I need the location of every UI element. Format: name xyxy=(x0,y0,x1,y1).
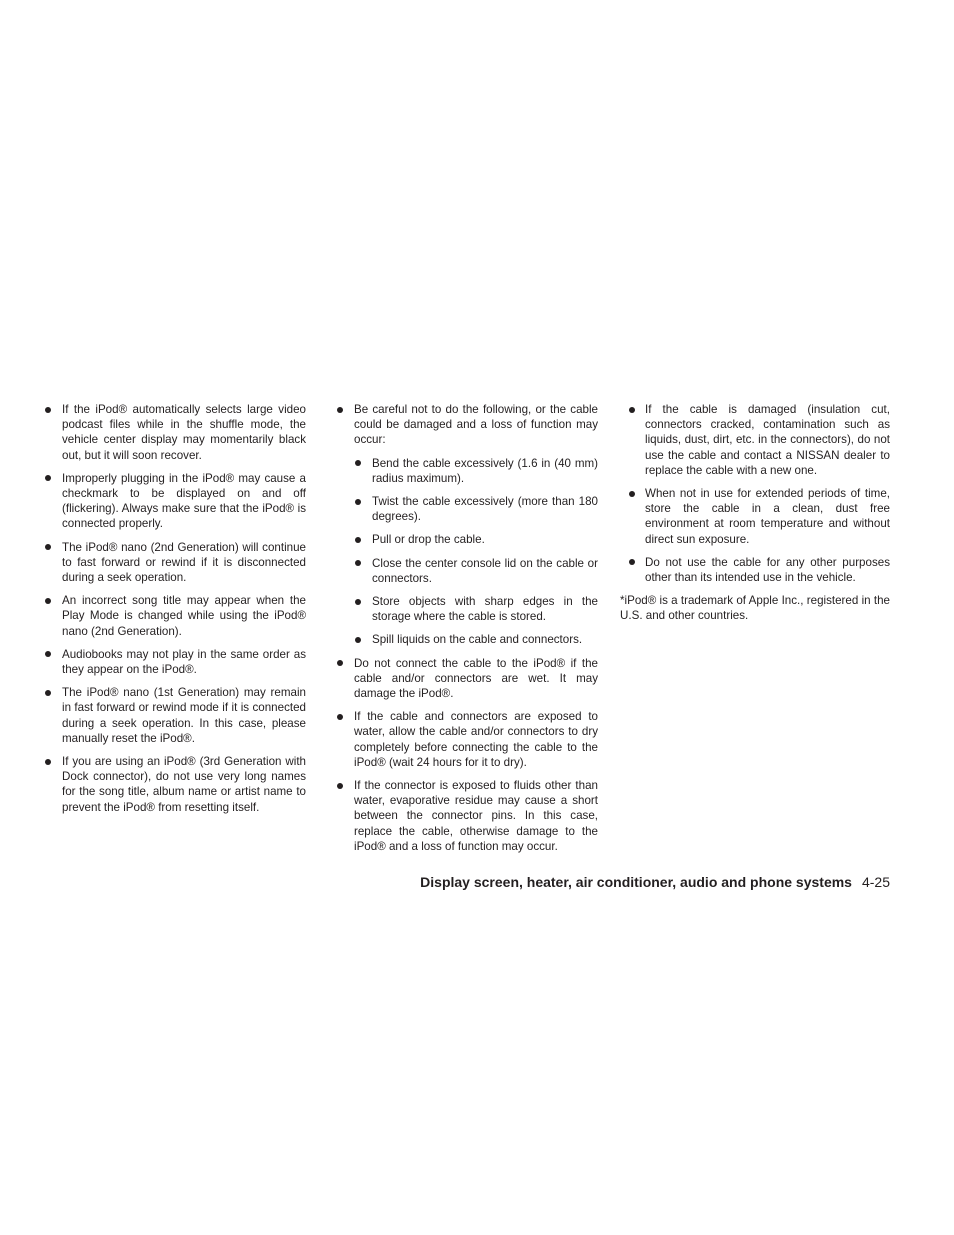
list-item: If the cable and connectors are exposed to water, allow the cable and/or connectors to dry completely before connecting the cable to the iPod® (wait 24 hours for it to dry). xyxy=(336,709,598,770)
sub-list-item: Bend the cable excessively (1.6 in (40 mm) radius maximum). xyxy=(354,456,598,486)
page-number: 4-25 xyxy=(861,874,890,890)
list-item: Improperly plugging in the iPod® may cause a checkmark to be displayed on and off (flickering). Always make sure that the iPod® is connected properly. xyxy=(44,471,306,532)
list-item: Do not connect the cable to the iPod® if the cable and/or connectors are wet. It may damage the iPod®. xyxy=(336,656,598,702)
column-left xyxy=(44,402,306,823)
list-item: When not in use for extended periods of time, store the cable in a clean, dust free environment at room temperature and without direct sun exposure. xyxy=(620,486,890,547)
bullet-list xyxy=(336,402,598,854)
list-item: If the connector is exposed to fluids other than water, evaporative residue may cause a short between the connector pins. In this case, replace the cable, otherwise damage to the iPod® and a loss of function may occur. xyxy=(336,778,598,854)
list-item-caution xyxy=(336,402,598,648)
sub-list-item: Spill liquids on the cable and connectors. xyxy=(354,632,598,647)
list-item: If you are using an iPod® (3rd Generation with Dock connector), do not use very long names for the song title, album name or artist name to prevent the iPod® from resetting itself. xyxy=(44,754,306,815)
list-item: Audiobooks may not play in the same order as they appear on the iPod®. xyxy=(44,647,306,677)
list-item: The iPod® nano (2nd Generation) will continue to fast forward or rewind if it is disconnected during a seek operation. xyxy=(44,540,306,586)
sub-list-item: Store objects with sharp edges in the storage where the cable is stored. xyxy=(354,594,598,624)
list-item: The iPod® nano (1st Generation) may remain in fast forward or rewind mode if it is connected during a seek operation. In this case, please manually reset the iPod®. xyxy=(44,685,306,746)
list-item: If the cable is damaged (insulation cut, connectors cracked, contamination such as liquids, dust, dirt, etc. in the connectors), do not use the cable and contact a NISSAN dealer to replace the cable with a new one. xyxy=(620,402,890,478)
caution-intro: Be careful not to do the following, or the cable could be damaged and a loss of function may occur: xyxy=(354,403,598,447)
sub-list-item: Twist the cable excessively (more than 180 degrees). xyxy=(354,494,598,524)
trademark-footnote: *iPod® is a trademark of Apple Inc., registered in the U.S. and other countries. xyxy=(620,594,890,623)
sub-list-item: Close the center console lid on the cable or connectors. xyxy=(354,556,598,586)
list-item: Do not use the cable for any other purposes other than its intended use in the vehicle. xyxy=(620,555,890,585)
list-item: An incorrect song title may appear when the Play Mode is changed while using the iPod® nano (2nd Generation). xyxy=(44,593,306,639)
column-middle xyxy=(336,402,598,862)
sub-list-item: Pull or drop the cable. xyxy=(354,532,598,547)
sub-bullet-list xyxy=(354,456,598,648)
page-footer xyxy=(300,873,890,891)
list-item: If the iPod® automatically selects large video podcast files while in the shuffle mode, the vehicle center display may momentarily black out, but it will soon recover. xyxy=(44,402,306,463)
section-title: Display screen, heater, air conditioner, audio and phone systems xyxy=(420,874,852,890)
bullet-list xyxy=(620,402,890,585)
column-right xyxy=(620,402,890,624)
bullet-list xyxy=(44,402,306,815)
